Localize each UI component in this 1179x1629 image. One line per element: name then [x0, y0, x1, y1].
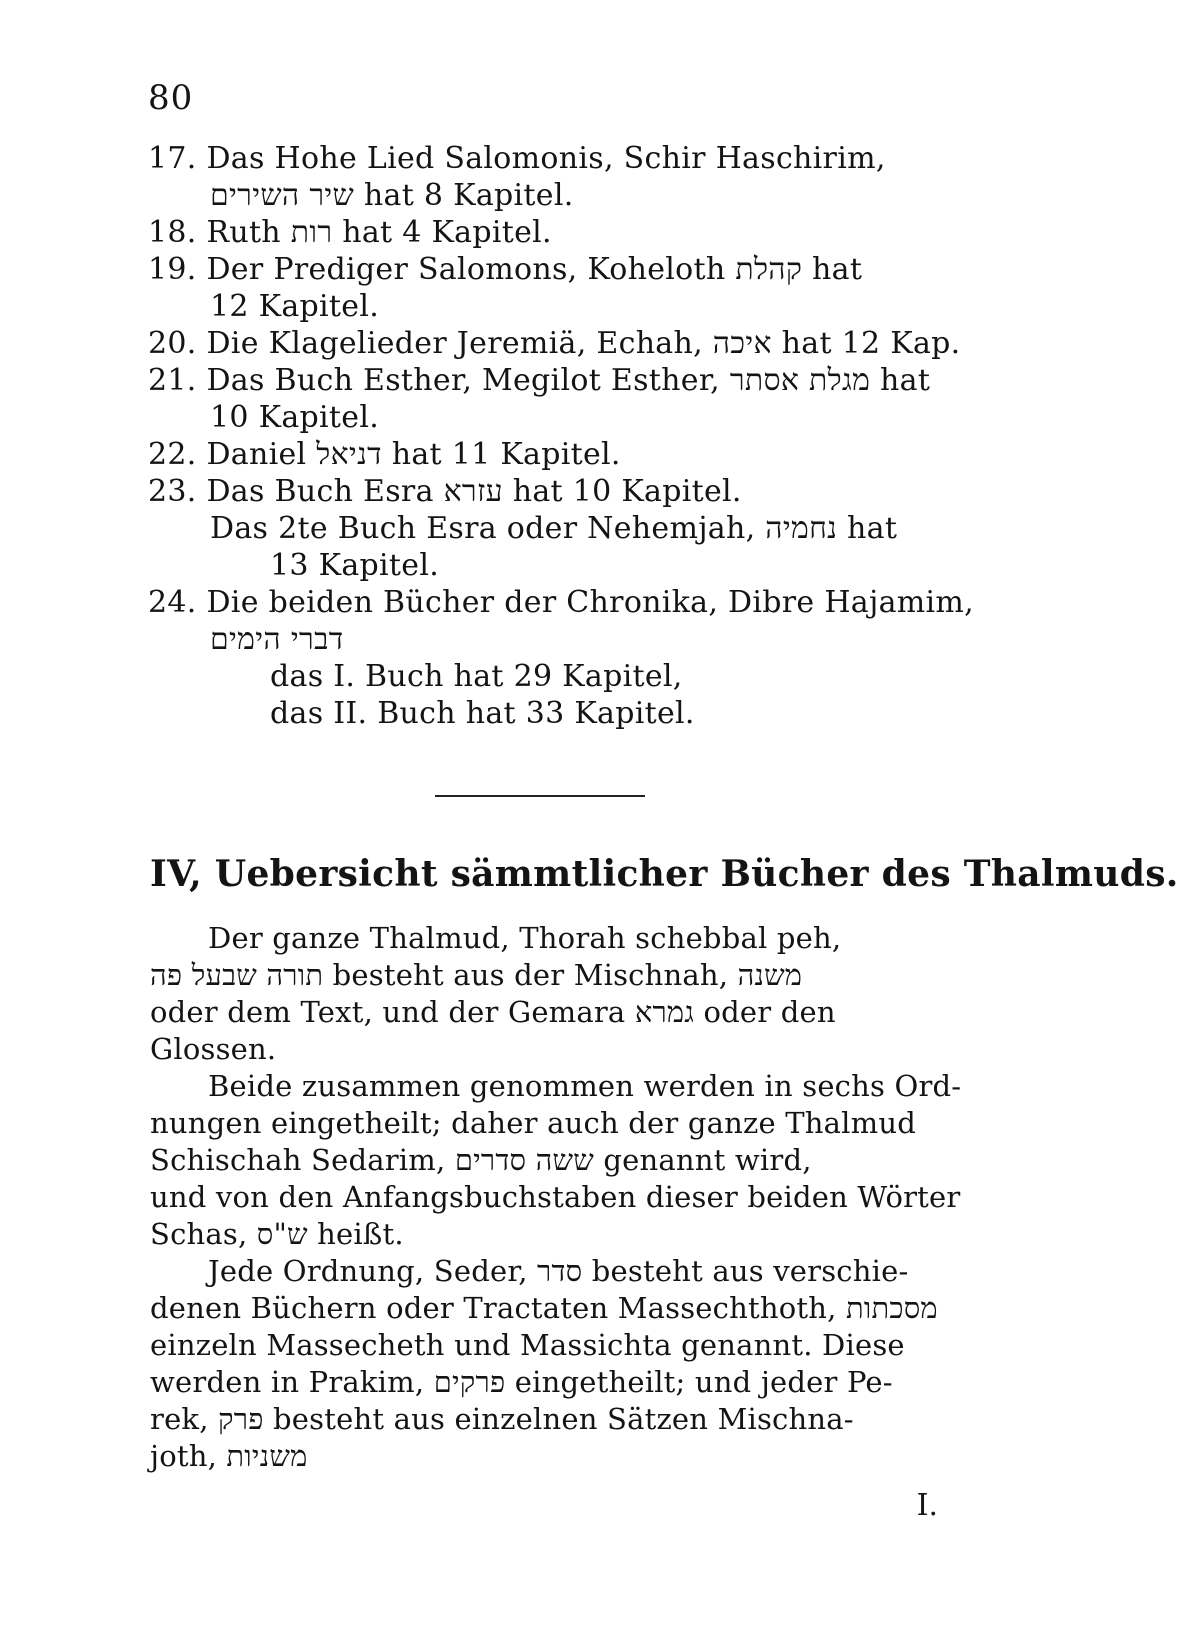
list-item: 19. Der Prediger Salomons, Koheloth קהלת hat: [148, 252, 863, 287]
section-body: [150, 920, 962, 1475]
text-line: einzeln Massecheth und Massichta genannt. Diese: [150, 1328, 905, 1362]
text-line: werden in Prakim, פרקים eingetheilt; und jeder Pe-: [150, 1365, 893, 1399]
text-line: Der ganze Thalmud, Thorah schebbal peh,: [208, 921, 842, 955]
text-line: denen Büchern oder Tractaten Massechthoth, מסכתות: [150, 1291, 938, 1325]
list-item: דברי הימים: [210, 622, 344, 657]
book-chapter-list: [148, 140, 974, 732]
text-line: und von den Anfangsbuchstaben dieser beiden Wörter: [150, 1180, 961, 1214]
list-item: 18. Ruth רות hat 4 Kapitel.: [148, 215, 552, 250]
list-item: 10 Kapitel.: [210, 400, 380, 435]
page-number: 80: [148, 78, 194, 118]
list-item: 13 Kapitel.: [270, 548, 440, 583]
list-item: Das 2te Buch Esra oder Nehemjah, נחמיה hat: [210, 511, 898, 546]
text-line: Schischah Sedarim, ששה סדרים genannt wird,: [150, 1143, 812, 1177]
text-line: Jede Ordnung, Seder, סדר besteht aus verschie-: [208, 1254, 909, 1288]
list-item: 12 Kapitel.: [210, 289, 380, 324]
section-heading: IV, Uebersicht sämmtlicher Bücher des Thalmuds.: [150, 853, 1179, 895]
list-item: das I. Buch hat 29 Kapitel,: [270, 659, 683, 694]
text-line: rek, פרק besteht aus einzelnen Sätzen Mischna-: [150, 1402, 854, 1436]
text-line: Beide zusammen genommen werden in sechs Ord-: [208, 1069, 962, 1103]
list-item: 20. Die Klagelieder Jeremiä, Echah, איכה hat 12 Kap.: [148, 326, 961, 361]
text-line: תורה שבעל פה besteht aus der Mischnah, משנה: [150, 958, 803, 992]
text-line: oder dem Text, und der Gemara גמרא oder den: [150, 995, 836, 1029]
section-divider: [435, 795, 645, 797]
list-item: 24. Die beiden Bücher der Chronika, Dibre Hajamim,: [148, 585, 974, 620]
catchword: I.: [916, 1488, 938, 1523]
list-item: 21. Das Buch Esther, Megilot Esther, מגלת אסתר hat: [148, 363, 931, 398]
text-line: Schas, ש"ס heißt.: [150, 1217, 404, 1251]
text-line: nungen eingetheilt; daher auch der ganze Thalmud: [150, 1106, 916, 1140]
list-item: das II. Buch hat 33 Kapitel.: [270, 696, 695, 731]
text-line: Glossen.: [150, 1032, 277, 1066]
list-item: 23. Das Buch Esra עזרא hat 10 Kapitel.: [148, 474, 742, 509]
list-item: 22. Daniel דניאל hat 11 Kapitel.: [148, 437, 621, 472]
list-item: 17. Das Hohe Lied Salomonis, Schir Haschirim,: [148, 141, 886, 176]
text-line: joth, משניות: [150, 1439, 308, 1473]
list-item: שיר השירים hat 8 Kapitel.: [210, 178, 574, 213]
